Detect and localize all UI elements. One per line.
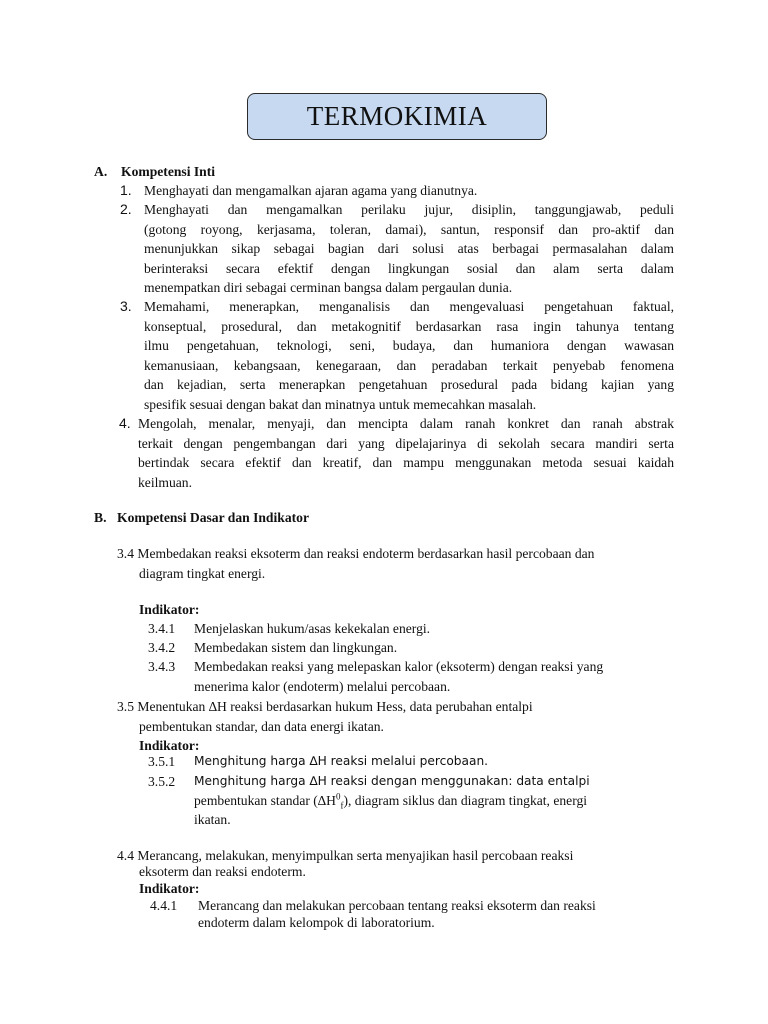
indicator-number: 3.4.1 (148, 621, 176, 636)
kd-4-4-line: 4.4 Merancang, melakukan, menyimpulkan serta menyajikan hasil percobaan reaksi (117, 848, 574, 863)
indicator-number: 4.4.1 (150, 898, 178, 913)
indicator-text-formula (194, 791, 587, 811)
section-b-heading: Kompetensi Dasar dan Indikator (117, 510, 309, 525)
indikator-label: Indikator: (139, 738, 200, 753)
indicator-number: 3.5.2 (148, 774, 176, 789)
ki-item-line: Memahami, menerapkan, menganalisis dan mengevaluasi pengetahuan faktual, (144, 299, 674, 314)
indikator-label: Indikator: (139, 602, 200, 617)
ki-item-line: Menghayati dan mengamalkan ajaran agama yang dianutnya. (144, 183, 478, 198)
kd-4-4-line: eksoterm dan reaksi endoterm. (139, 864, 306, 879)
ki-item-line: keilmuan. (138, 474, 192, 490)
formula-prefix: pembentukan standar (∆H (194, 793, 336, 808)
formula-superscript: 0 (335, 791, 341, 802)
kd-3-5-line: 3.5 Menentukan ∆H reaksi berdasarkan hukum Hess, data perubahan entalpi (117, 699, 533, 714)
ki-item-number: 3. (120, 298, 132, 314)
ki-item-number: 2. (120, 201, 132, 217)
indicator-text: ikatan. (194, 812, 231, 827)
indikator-label: Indikator: (139, 881, 200, 896)
ki-item-line: dan kejadian, serta menerapkan pengetahuan prosedural pada bidang kajian yang (144, 377, 674, 392)
indicator-text: Menghitung harga ∆H reaksi dengan menggunakan: data entalpi (194, 774, 590, 788)
indicator-number: 3.4.3 (148, 659, 176, 674)
formula-subscript: f (340, 800, 344, 811)
ki-item-line: berinteraksi secara efektif dengan lingkungan sosial dan alam serta dalam (144, 260, 674, 276)
ki-item-line: ilmu pengetahuan, teknologi, seni, budaya, dan humaniora dengan wawasan (144, 338, 674, 353)
ki-item-line: kemanusiaan, kebangsaan, kenegaraan, dan peradaban terkait penyebab fenomena (144, 357, 674, 373)
indicator-text: Menghitung harga ∆H reaksi melalui percobaan. (194, 754, 489, 768)
ki-item-line: bertindak secara efektif dan kreatif, dan mampu menggunakan metoda sesuai kaidah (138, 455, 674, 470)
page-title: TERMOKIMIA (247, 93, 547, 140)
indicator-text: Membedakan sistem dan lingkungan. (194, 640, 398, 655)
ki-item-line: Menghayati dan mengamalkan perilaku jujur, disiplin, tanggungjawab, peduli (144, 202, 674, 217)
ki-item-number: 4. (119, 415, 131, 431)
indicator-text: endoterm dalam kelompok di laboratorium. (198, 915, 435, 930)
ki-item-line: spesifik sesuai dengan bakat dan minatnya untuk memecahkan masalah. (144, 396, 537, 412)
ki-item-line: Mengolah, menalar, menyaji, dan mencipta dalam ranah konkret dan ranah abstrak (138, 416, 674, 431)
kd-3-4-line: 3.4 Membedakan reaksi eksoterm dan reaksi endoterm berdasarkan hasil percobaan dan (117, 546, 595, 561)
indicator-number: 3.5.1 (148, 754, 176, 769)
ki-item-line: terkait dengan pengembangan dari yang dipelajarinya di sekolah secara mandiri serta (138, 435, 674, 451)
ki-item-line: menempatkan diri sebagai cerminan bangsa dalam pergaulan dunia. (144, 280, 513, 295)
indicator-text: Membedakan reaksi yang melepaskan kalor (eksoterm) dengan reaksi yang (194, 659, 604, 674)
ki-item-line: (gotong royong, kerjasama, toleran, damai), santun, responsif dan pro-aktif dan (144, 221, 674, 237)
section-a-letter: A. (94, 164, 108, 179)
ki-item-number: 1. (120, 182, 132, 198)
indicator-text: menerima kalor (endoterm) melalui percobaan. (194, 679, 451, 694)
kd-3-5-line: pembentukan standar, dan data energi ikatan. (139, 719, 384, 734)
ki-item-line: konseptual, prosedural, dan metakognitif berdasarkan rasa ingin tahunya tentang (144, 318, 674, 334)
section-b-letter: B. (94, 510, 107, 525)
kd-3-4-line: diagram tingkat energi. (139, 566, 266, 581)
indicator-text: Menjelaskan hukum/asas kekekalan energi. (194, 621, 431, 636)
formula-suffix: ), diagram siklus dan diagram tingkat, energi (343, 793, 588, 808)
indicator-number: 3.4.2 (148, 640, 176, 655)
section-a-heading: Kompetensi Inti (121, 164, 216, 179)
ki-item-line: menunjukkan sikap sebagai bagian dari solusi atas berbagai permasalahan dalam (144, 241, 674, 256)
indicator-text: Merancang dan melakukan percobaan tentang reaksi eksoterm dan reaksi (198, 898, 596, 913)
